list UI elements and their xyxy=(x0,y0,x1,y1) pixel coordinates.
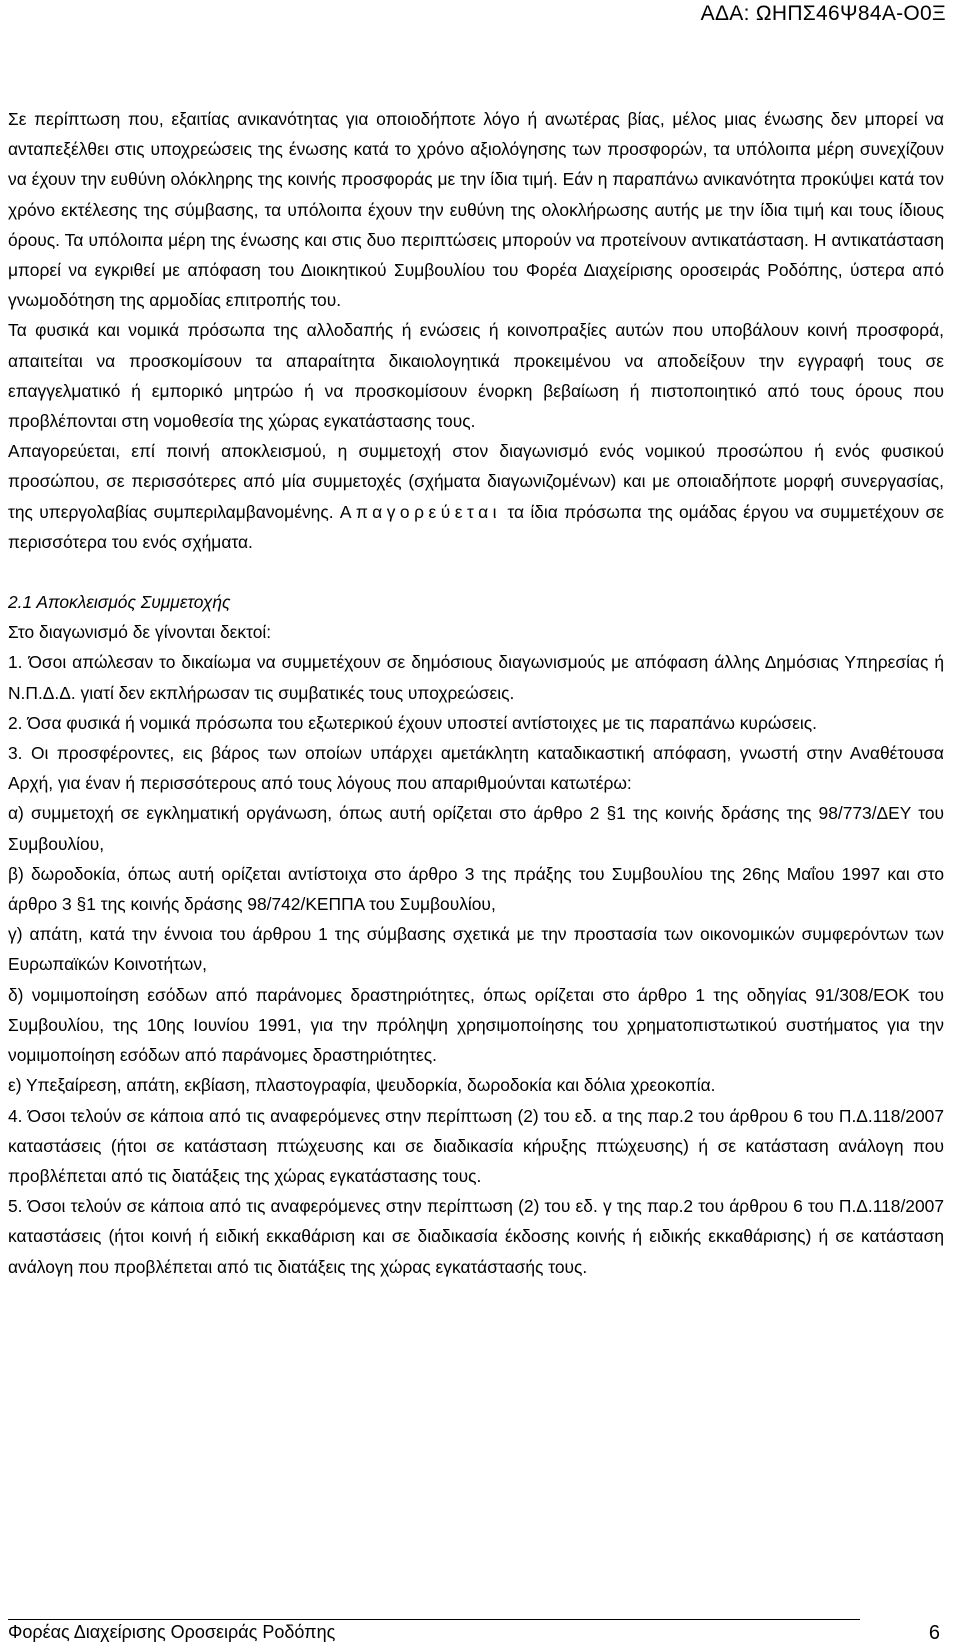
exclusion-item-2: 2. Όσα φυσικά ή νομικά πρόσωπα του εξωτερικού έχουν υποστεί αντίστοιχες με τις παραπάνω κυρώσεις. xyxy=(8,712,817,733)
document-id: ΑΔΑ: ΩΗΠΣ46Ψ84Α-Ο0Ξ xyxy=(700,2,946,25)
exclusion-subitem-b: β) δωροδοκία, όπως αυτή ορίζεται αντίστοιχα στο άρθρο 3 της πράξης του Συμβουλίου της 26ης Μαΐου 1997 και στο άρθρο 3 §1 της κοινής δράσης 98/742/ΚΕΠΠΑ του Συμβουλίου, xyxy=(8,863,944,915)
paragraph-foreign-entities: Τα φυσικά και νομικά πρόσωπα της αλλοδαπής ή ενώσεις ή κοινοπραξίες αυτών που υποβάλουν κοινή προσφορά, απαιτείται να προσκομίσουν τα απαραίτητα δικαιολογητικά προκειμένου να αποδείξουν την εγγραφή τους σε επαγγελματικό ή εμπορικό μητρώο ή να προσκομίσουν ένορκη βεβαίωση ή πιστοποιητικό από τους όρους που προβλέπονται στη νομοθεσία της χώρας εγκατάστασης τους. xyxy=(8,320,944,432)
exclusion-subitem-c: γ) απάτη, κατά την έννοια του άρθρου 1 της σύμβασης σχετικά με την προστασία των οικονομικών συμφερόντων των Ευρωπαϊκών Κοινοτήτων, xyxy=(8,924,944,975)
participation-ban-text-end: τα ίδια πρόσωπα της ομάδας έργου να συμμετέχουν σε περισσότερα του ενός σχήματα. xyxy=(8,501,944,552)
page-number: 6 xyxy=(928,1622,940,1644)
section-heading: 2.1 Αποκλεισμός Συμμετοχής xyxy=(8,592,231,613)
paragraph-consortium-replacement: Σε περίπτωση που, εξαιτίας ανικανότητας για οποιοδήποτε λόγο ή ανωτέρας βίας, μέλος μιας ένωσης δεν μπορεί να ανταπεξέλθει στις υποχρεώσεις της ένωσης κατά το χρόνο αξιολόγησης των προσφορών, τα υπόλοιπα μέρη συνεχίζουν να έχουν την ευθύνη ολόκληρης της κοινής προσφοράς με την ίδια τιμή. Εάν η παραπάνω ανικανότητα προκύψει κατά τον χρόνο εκτέλεσης της σύμβασης, τα υπόλοιπα έχουν την ευθύνη της ολοκλήρωσης αυτής με την ίδια τιμή και τους ίδιους όρους. Τα υπόλοιπα μέρη της ένωσης και στις δυο περιπτώσεις μπορούν να προτείνουν αντικατάσταση. Η αντικατάσταση μπορεί να εγκριθεί με απόφαση του Διοικητικού Συμβουλίου του Φορέα Διαχείρισης οροσειράς Ροδόπης, ύστερα από γνωμοδότηση της αρμοδίας επιτροπής του. xyxy=(8,109,944,311)
participation-ban-text: Απαγορεύεται, επί ποινή αποκλεισμού, η συμμετοχή στον διαγωνισμό ενός νομικού προσώπου ή ενός φυσικού προσώπου, σε περισσότερες από μία συμμετοχές (σχήματα διαγωνιζομένων) και με οποιαδήποτε μορφή συνεργασίας, της υπεργολαβίας συμπεριλαμβανομένης. xyxy=(8,441,944,522)
exclusion-subitem-a: α) συμμετοχή σε εγκληματική οργάνωση, όπως αυτή ορίζεται στο άρθρο 2 §1 της κοινής δράσης της 98/773/ΔΕΥ του Συμβουλίου, xyxy=(8,803,944,854)
exclusion-item-1: 1. Όσοι απώλεσαν το δικαίωμα να συμμετέχουν σε δημόσιους διαγωνισμούς με απόφαση άλλης Δημόσιας Υπηρεσίας ή Ν.Π.Δ.Δ. γιατί δεν εκπλήρωσαν τις συμβατικές τους υποχρεώσεις. xyxy=(8,652,944,703)
document-body xyxy=(8,104,944,1282)
exclusion-intro: Στο διαγωνισμό δε γίνονται δεκτοί: xyxy=(8,622,272,643)
exclusion-item-3: 3. Οι προσφέροντες, εις βάρος των οποίων υπάρχει αμετάκλητη καταδικαστική απόφαση, γνωστή στην Αναθέτουσα Αρχή, για έναν ή περισσότερους από τους λόγους που απαριθμούνται κατωτέρω: xyxy=(8,743,944,794)
participation-ban-emphasis: Απαγορεύεται xyxy=(339,501,502,522)
footer-organization: Φορέας Διαχείρισης Οροσειράς Ροδόπης xyxy=(8,1622,336,1642)
exclusion-item-5: 5. Όσοι τελούν σε κάποια από τις αναφερόμενες στην περίπτωση (2) του εδ. γ της παρ.2 του άρθρου 6 του Π.Δ.118/2007 καταστάσεις (ήτοι κοινή ή ειδική εκκαθάριση και σε διαδικασία έκδοσης κοινής ή ειδικής εκκαθάρισης) ή σε κατάσταση ανάλογη που προβλέπεται από τις διατάξεις της χώρας εγκατάστασής τους. xyxy=(8,1196,944,1277)
spacer xyxy=(8,557,944,587)
exclusion-item-4: 4. Όσοι τελούν σε κάποια από τις αναφερόμενες στην περίπτωση (2) του εδ. α της παρ.2 του άρθρου 6 του Π.Δ.118/2007 καταστάσεις (ήτοι σε κατάσταση πτώχευσης και σε διαδικασία κήρυξης πτώχευσης) ή σε κατάσταση ανάλογη που προβλέπεται από τις διατάξεις της χώρας εγκατάστασης τους. xyxy=(8,1105,944,1186)
paragraph-participation-ban xyxy=(8,436,944,557)
exclusion-subitem-d: δ) νομιμοποίηση εσόδων από παράνομες δραστηριότητες, όπως ορίζεται στο άρθρο 1 της οδηγίας 91/308/ΕΟΚ του Συμβουλίου, της 10ης Ιουνίου 1991, για την πρόληψη χρησιμοποίησης του χρηματοπιστωτικού συστήματος για την νομιμοποίηση εσόδων από παράνομες δραστηριότητες. xyxy=(8,984,944,1066)
exclusion-subitem-e: ε) Υπεξαίρεση, απάτη, εκβίαση, πλαστογραφία, ψευδορκία, δωροδοκία και δόλια χρεοκοπία. xyxy=(8,1075,716,1096)
footer-divider xyxy=(8,1619,860,1620)
